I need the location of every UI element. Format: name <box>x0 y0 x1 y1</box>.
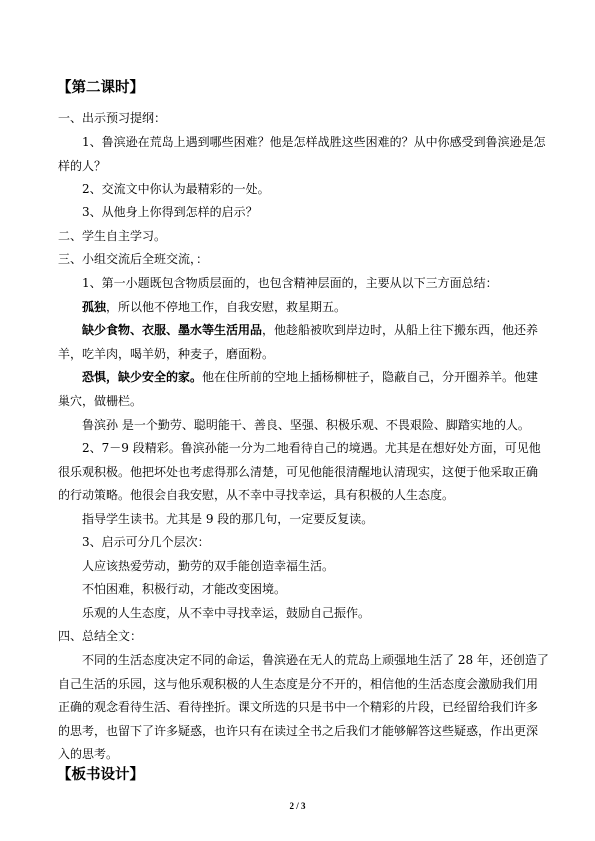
conclusion-line-3: 正确的观念看待生活、看待挫折。课文所选的只是书中一个精彩的片段，已经留给我们许多 <box>58 700 539 714</box>
point-2-line-1: 2、7－9 段精彩。鲁滨孙能一分为二地看待自己的境遇。尤其是在想好处方面，可见他 <box>82 441 541 455</box>
difficulty-fear-line-1 <box>82 369 538 385</box>
section-one-heading: 一、出示预习提纲： <box>58 111 167 125</box>
difficulty-lonely-text: ，所以他不停地工作，自我安慰，救星期五。 <box>106 300 347 314</box>
difficulty-lack-line-1 <box>82 322 538 338</box>
conclusion-line-2: 自己生活的乐园，这与他乐观积极的人生态度是分不开的，相信他的生活态度会激励我们用 <box>58 677 539 691</box>
difficulty-lack-line-2: 羊，吃羊肉，喝羊奶，种麦子，磨面粉。 <box>58 347 275 361</box>
difficulty-lonely-keyword: 孤独 <box>82 300 107 314</box>
conclusion-line-4: 的思考，也留下了许多疑惑，也许只有在读过全书之后我们才能够解答这些疑惑，作出更深 <box>58 724 539 738</box>
page-number: 2 / 3 <box>289 801 306 811</box>
section-heading-second-lesson: 【第二课时】 <box>57 80 144 96</box>
character-summary: 鲁滨孙 是一个勤劳、聪明能干、善良、坚强、积极乐观、不畏艰险、脚踏实地的人。 <box>82 418 530 432</box>
point-2-line-3: 的行动策略。他很会自我安慰，从不幸中寻找幸运，具有积极的人生态度。 <box>58 488 455 502</box>
conclusion-line-5: 入的思考。 <box>58 747 119 761</box>
question-2: 2、交流文中你认为最精彩的一处。 <box>82 182 270 196</box>
question-1-line-1: 1、鲁滨逊在荒岛上遇到哪些困难？他是怎样战胜这些困难的？从中你感受到鲁滨逊是怎 <box>82 135 546 149</box>
difficulty-lack-keyword: 缺少食物、衣服、墨水等生活用品 <box>82 323 263 337</box>
section-heading-board-design: 【板书设计】 <box>57 767 144 783</box>
question-1-line-2: 样的人？ <box>58 159 107 173</box>
difficulty-lack-text: ，他趁船被吹到岸边时，从船上往下搬东西，他还养 <box>262 323 539 337</box>
difficulty-fear-text: 他在住所前的空地上插杨柳桩子，隐蔽自己，分开圈养羊。他建 <box>202 370 539 384</box>
lesson-2: 不怕困难，积极行动，才能改变困境。 <box>82 582 287 596</box>
conclusion-line-1: 不同的生活态度决定不同的命运，鲁滨逊在无人的荒岛上顽强地生活了 28 年，还创造了 <box>82 653 549 667</box>
point-1: 1、第一小题既包含物质层面的，也包含精神层面的，主要从以下三方面总结： <box>82 276 498 290</box>
difficulty-lonely <box>82 299 346 315</box>
lesson-3: 乐观的人生态度，从不幸中寻找幸运，鼓励自己振作。 <box>82 606 371 620</box>
difficulty-fear-line-2: 巢穴，做栅栏。 <box>58 394 143 408</box>
section-two-heading: 二、学生自主学习。 <box>58 229 167 243</box>
section-four-heading: 四、总结全文： <box>58 629 143 643</box>
point-3: 3、启示可分几个层次： <box>82 535 210 549</box>
point-2-line-2: 很乐观积极。他把坏处也考虑得那么清楚，可见他能很清醒地认清现实，这便于他采取正确 <box>58 465 539 479</box>
reading-guidance: 指导学生读书。尤其是 9 段的那几句，一定要反复读。 <box>82 512 374 526</box>
lesson-1: 人应该热爱劳动，勤劳的双手能创造幸福生活。 <box>82 559 335 573</box>
section-three-heading: 三、小组交流后全班交流，： <box>58 252 209 266</box>
difficulty-fear-keyword: 恐惧，缺少安全的家。 <box>82 370 203 384</box>
question-3: 3、从他身上你得到怎样的启示？ <box>82 205 258 219</box>
